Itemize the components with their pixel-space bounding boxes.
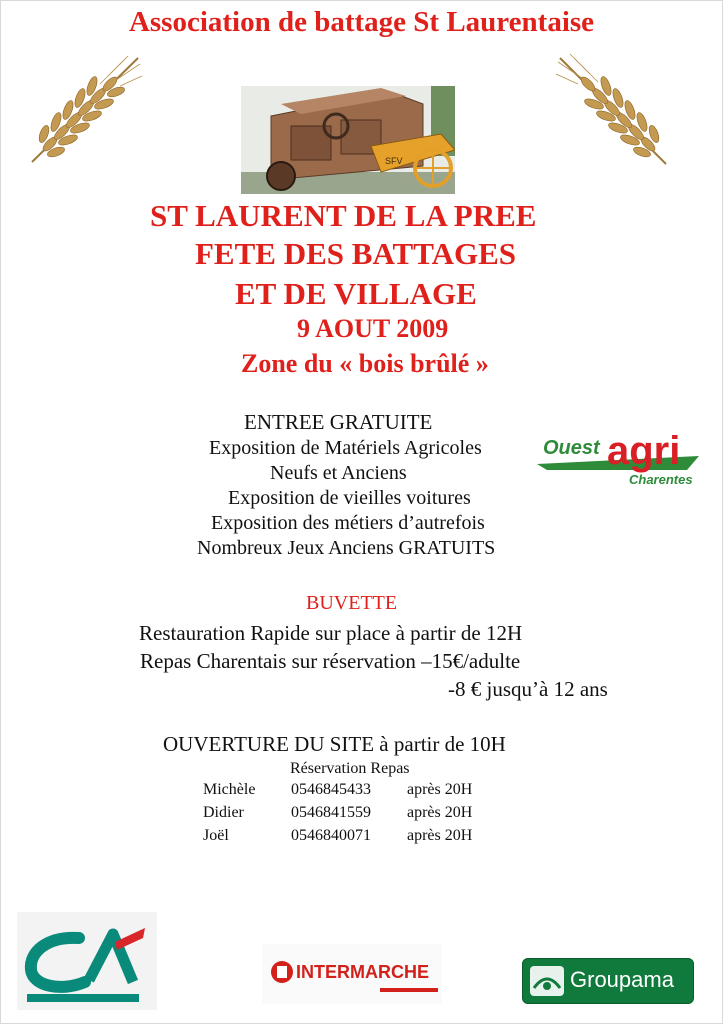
program-item: Exposition des métiers d’autrefois <box>211 512 485 534</box>
ouest-agri-logo <box>537 420 699 490</box>
buvette-line: -8 € jusqu’à 12 ans <box>448 677 608 701</box>
svg-text:SFV: SFV <box>385 156 403 166</box>
wheat-right-image <box>556 52 671 168</box>
groupama-name: Groupama <box>570 967 674 992</box>
event-date: 9 AOUT 2009 <box>297 314 449 343</box>
association-title: Association de battage St Laurentaise <box>128 6 595 38</box>
contact-name: Joël <box>203 827 229 844</box>
program-item: Exposition de vieilles voitures <box>228 487 471 509</box>
program-item: Neufs et Anciens <box>270 462 407 484</box>
event-name-2: ET DE VILLAGE <box>235 276 477 311</box>
program-item: Nombreux Jeux Anciens GRATUITS <box>197 537 496 559</box>
event-location: Zone du « bois brûlé » <box>241 349 489 378</box>
intermarche-logo <box>262 944 442 1004</box>
buvette-title: BUVETTE <box>306 592 398 614</box>
ouest-word: Ouest <box>543 437 600 459</box>
wheat-left-image <box>28 54 143 166</box>
threshing-machine-photo <box>241 86 455 194</box>
intermarche-name: INTERMARCHE <box>296 962 429 982</box>
contact-note: après 20H <box>407 781 473 798</box>
agri-word: agri <box>607 429 681 473</box>
event-town: ST LAURENT DE LA PREE <box>150 198 537 233</box>
buvette-line: Repas Charentais sur réservation –15€/adulte <box>140 649 521 673</box>
contact-name: Michèle <box>203 781 256 798</box>
reservation-title: Réservation Repas <box>290 760 410 777</box>
contact-note: après 20H <box>407 827 473 844</box>
contact-name: Didier <box>203 804 244 821</box>
buvette-line: Restauration Rapide sur place à partir de 12H <box>139 621 523 645</box>
program-item: Exposition de Matériels Agricoles <box>209 437 482 459</box>
contact-phone: 0546845433 <box>291 781 371 798</box>
entry-free: ENTREE GRATUITE <box>244 410 433 434</box>
contact-phone: 0546840071 <box>291 827 371 844</box>
opening-hours: OUVERTURE DU SITE à partir de 10H <box>163 732 506 756</box>
charentes-word: Charentes <box>629 472 693 487</box>
credit-agricole-logo <box>17 912 157 1010</box>
contact-note: après 20H <box>407 804 473 821</box>
event-name: FETE DES BATTAGES <box>195 236 517 271</box>
contact-phone: 0546841559 <box>291 804 371 821</box>
groupama-logo <box>522 958 694 1004</box>
